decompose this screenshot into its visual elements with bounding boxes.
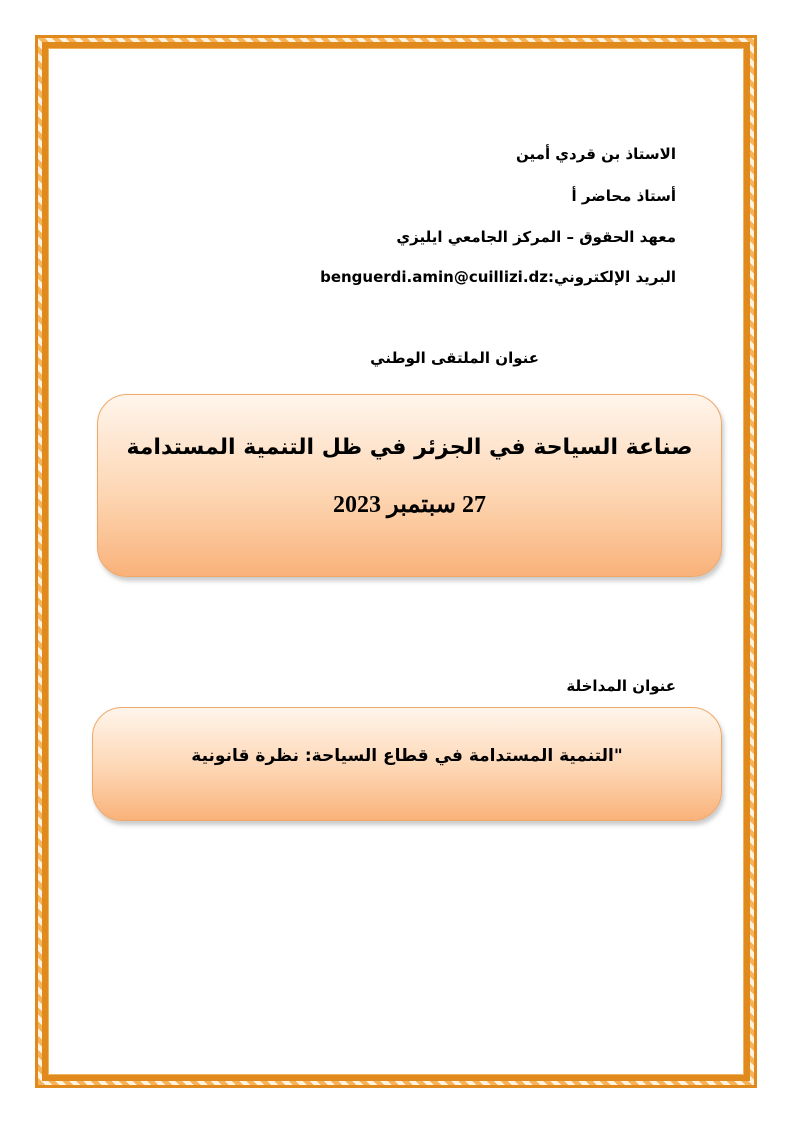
- conference-date: 27 سبتمبر 2023: [333, 492, 486, 518]
- conference-title-box: [97, 394, 722, 577]
- email-label: البريد الإلكتروني:: [548, 268, 676, 286]
- intervention-title-box: [92, 707, 722, 821]
- author-rank: أستاذ محاضر أ: [571, 187, 676, 205]
- conference-title: صناعة السياحة في الجزئر في ظل التنمية المستدامة: [126, 435, 693, 460]
- author-email-line: [320, 268, 676, 286]
- author-institute: معهد الحقوق – المركز الجامعي ايليزي: [396, 228, 676, 246]
- intervention-heading: عنوان المداخلة: [566, 677, 676, 695]
- intervention-title: "التنمية المستدامة في قطاع السياحة: نظرة قانونية: [191, 746, 623, 766]
- conference-heading: عنوان الملتقى الوطني: [370, 349, 539, 367]
- author-name: الاستاذ بن قرﺩي أمين: [516, 145, 676, 163]
- email-address: benguerdi.amin@cuillizi.dz: [320, 268, 548, 286]
